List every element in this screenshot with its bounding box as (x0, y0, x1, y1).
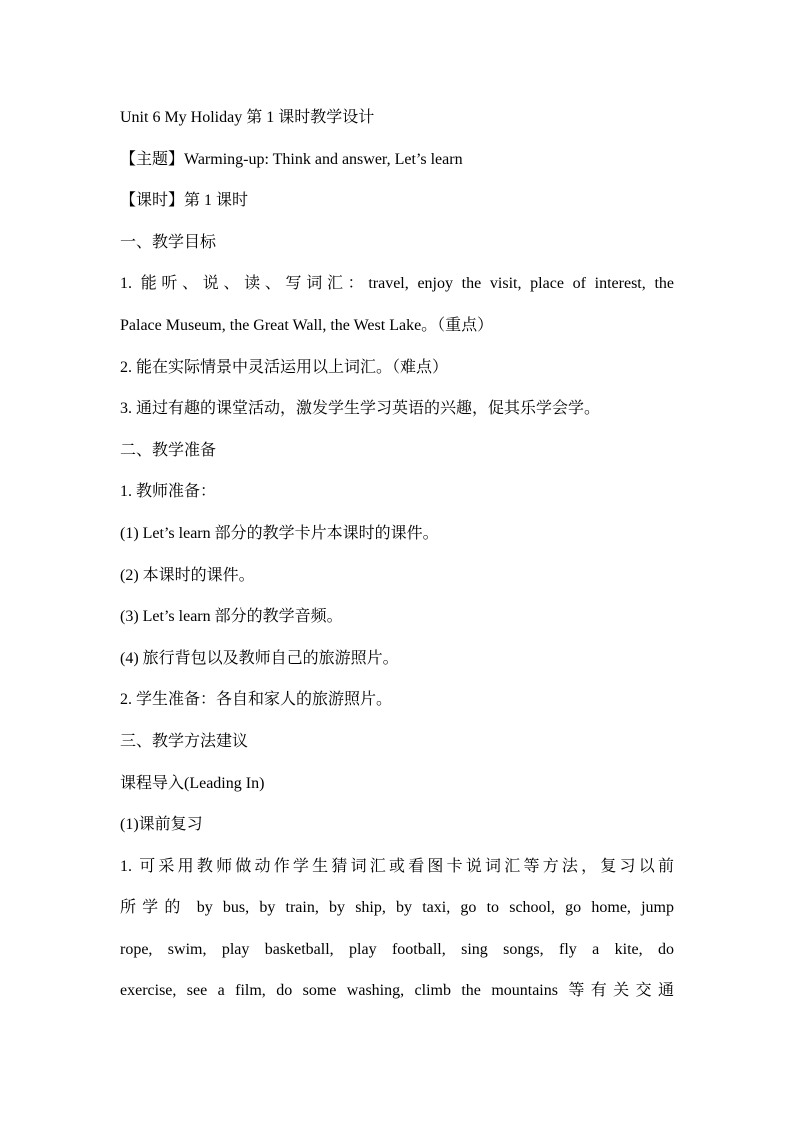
pre-class-review-heading: (1)课前复习 (120, 816, 203, 834)
document-body (120, 104, 674, 1019)
document-title: Unit 6 My Holiday 第 1 课时教学设计 (120, 109, 375, 126)
objective-2: 2. 能在实际情景中灵活运用以上词汇。（难点） (120, 358, 449, 376)
objective-1-line-2: Palace Museum, the Great Wall, the West Lake。（重点） (120, 316, 494, 334)
topic-line: 【主题】Warming-up: Think and answer, Let’s learn (120, 150, 463, 168)
review-paragraph-line-2: 所学的 by bus, by train, by ship, by taxi, go to school, go home, jump (120, 899, 674, 917)
objective-1-line-1: 1. 能听、说、读、写词汇：travel, enjoy the visit, place of interest, the (120, 275, 674, 293)
section-heading-preparation: 二、教学准备 (120, 441, 217, 459)
section-heading-methods: 三、教学方法建议 (120, 732, 249, 750)
section-heading-objectives: 一、教学目标 (120, 233, 217, 251)
student-preparation: 2. 学生准备：各自和家人的旅游照片。 (120, 691, 393, 709)
lesson-period-line: 【课时】第 1 课时 (120, 192, 249, 210)
teacher-preparation-heading: 1. 教师准备： (120, 483, 217, 501)
review-paragraph-line-1: 1. 可采用教师做动作学生猜词汇或看图卡说词汇等方法，复习以前 (120, 857, 674, 875)
preparation-item-3: (3) Let’s learn 部分的教学音频。 (120, 608, 343, 626)
review-paragraph-line-4: exercise, see a film, do some washing, climb the mountains 等有关交通 (120, 982, 674, 1000)
preparation-item-1: (1) Let’s learn 部分的教学卡片本课时的课件。 (120, 524, 439, 542)
leading-in-heading: 课程导入(Leading In) (120, 774, 265, 792)
preparation-item-2: (2) 本课时的课件。 (120, 566, 255, 584)
preparation-item-4: (4) 旅行背包以及教师自己的旅游照片。 (120, 649, 399, 667)
review-paragraph-line-3: rope, swim, play basketball, play football, sing songs, fly a kite, do (120, 940, 674, 958)
objective-3: 3. 通过有趣的课堂活动，激发学生学习英语的兴趣，促其乐学会学。 (120, 400, 601, 418)
